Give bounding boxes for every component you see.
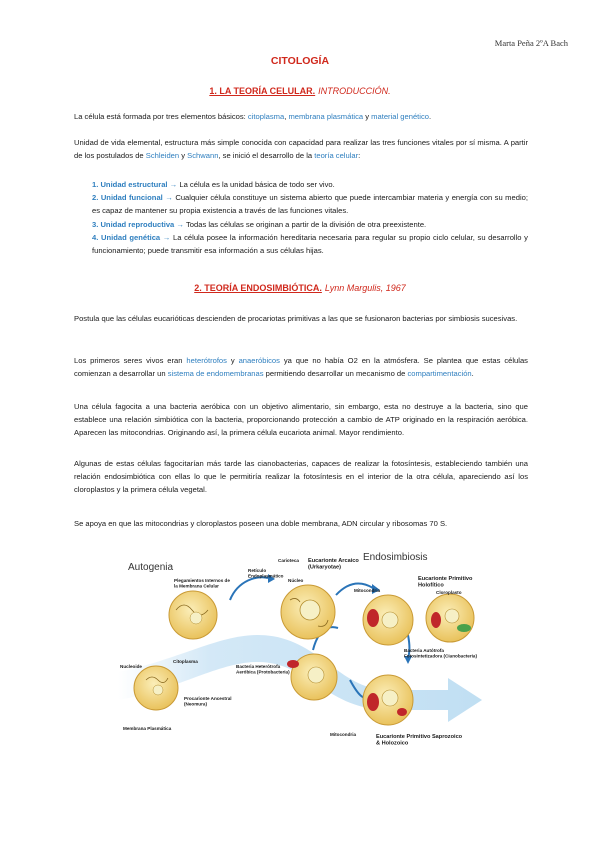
label-carioteca: Carioteca <box>278 558 299 563</box>
holofitico-cell <box>426 594 474 642</box>
label-nucleoide: Nucleoide <box>120 664 142 669</box>
term-teoria-celular: teoría celular <box>314 151 359 161</box>
text-run: ya que no había O2 en la atmósfera. Se plantea que estas células comienzan a desarrollar un <box>74 356 528 379</box>
label-eucarionte-arcaico: Eucarionte Arcaico (Urkaryotae) <box>308 558 359 571</box>
section2-paragraph4: Algunas de estas células fagocitarían más tarde las cianobacterias, capaces de realizar la fotosíntesis, estableciendo también una relación endosimbiótica con ellas lo que le permitiría realizar la fotosíntesis en el interior de la otra célula, apareciendo así los cloroplastos y la primera célula vegetal. <box>74 459 528 495</box>
postulates-list <box>92 178 528 257</box>
item-text: Todas las células se originan a partir de la división de otra preexistente. <box>185 219 427 229</box>
list-item <box>92 178 528 191</box>
label-eucarionte-sapro: Eucarionte Primitivo Saprozoico & Holozoico <box>376 734 463 747</box>
item-label: 1. Unidad estructural <box>92 180 168 189</box>
section2-author: Lynn Margulis, 1967 <box>324 283 406 293</box>
mito-cell-top <box>363 595 413 645</box>
text-run: , <box>284 112 289 121</box>
term-membrana: membrana plasmática <box>288 112 364 121</box>
label-procarionte: Procarionte Ancestral (Neomura) <box>184 696 232 707</box>
text-run: Unidad de vida elemental, estructura más simple conocida con capacidad para realizar las tres funciones vitales por sí misma. A partir de los postulados de <box>74 138 528 161</box>
procarionte-cell <box>134 666 178 710</box>
text-run: y <box>363 112 372 121</box>
figure-svg <box>118 540 482 760</box>
item-label: 4. Unidad genética <box>92 232 161 242</box>
term-endomembranas: sistema de endomembranas <box>167 369 264 379</box>
list-item <box>92 231 528 257</box>
text-run: permitiendo desarrollar un mecanismo de <box>263 369 408 379</box>
section1-paragraph2 <box>74 136 528 162</box>
term-schwann: Schwann <box>187 151 219 161</box>
label-plegamientos: Plegamientos Internos de la Membrana Celular <box>174 578 230 589</box>
page-title: CITOLOGÍA <box>270 55 330 67</box>
section2-paragraph3: Una célula fagocita a una bacteria aeróbica con un objetivo alimentario, sin embargo, esta no destruye a la bacteria, sino que establece una relación simbiótica con la bacteria, proporcionando protección a cambio de ATP originado en la respiración aeróbica. Aparecen las mitocondrias. Originando así, la primera célula eucariota animal. Mayor rendimiento. <box>74 402 528 438</box>
list-item <box>92 218 528 231</box>
label-nucleo: Núcleo <box>288 578 304 583</box>
arrow-icon: → <box>160 232 174 242</box>
label-mitocondria-bottom: Mitocondria <box>330 732 357 737</box>
author-header: Marta Peña 2ºA Bach <box>494 38 568 48</box>
term-heterotrofos: heterótrofos <box>186 356 227 365</box>
saprozoico-cell <box>363 675 413 725</box>
figure-title-right: Endosimbiosis <box>363 552 428 563</box>
arrow-1 <box>230 577 268 600</box>
term-compartimentacion: compartimentación <box>407 369 472 379</box>
label-bacteria-het: Bacteria Heterótrofa Aeróbica (Protobacteria) <box>236 664 290 675</box>
text-run: , se inició el desarrollo de la <box>218 151 315 161</box>
text-run: . <box>471 369 474 379</box>
label-membrana: Membrana Plasmática <box>123 726 172 731</box>
item-text: Cualquier célula constituye un sistema abierto que puede intercambiar materia y energía con su medio; es capaz de mantener su propia existencia a través de las funciones vitales. <box>92 193 528 216</box>
term-schleiden: Schleiden <box>145 151 180 161</box>
section2-paragraph1: Postula que las células eucarióticas descienden de procariotas primitivas a las que se fusionaron bacterias por simbiosis sucesivas. <box>74 314 518 323</box>
term-material-genetico: material genético <box>371 112 430 121</box>
label-cloroplasto: Cloroplasto <box>436 590 462 595</box>
text-run: y <box>226 356 239 365</box>
section1-paragraph1 <box>74 110 528 123</box>
text-run: La célula está formada por tres elementos básicos: <box>74 112 248 121</box>
section2-heading-text: 2. TEORÍA ENDOSIMBIÓTICA. <box>194 283 322 293</box>
label-citoplasma: Citoplasma <box>173 659 198 664</box>
term-citoplasma: citoplasma <box>247 112 285 121</box>
figure-title-left: Autogenia <box>128 562 174 573</box>
text-run: . <box>429 112 432 121</box>
arrow-icon: → <box>174 219 186 229</box>
section2-heading <box>0 283 600 293</box>
item-text: La célula es la unidad básica de todo ser vivo. <box>179 180 335 189</box>
arrow-icon: → <box>167 180 180 189</box>
phagocytosis-cell <box>287 654 337 700</box>
item-label: 3. Unidad reproductiva <box>92 219 175 229</box>
text-run: : <box>358 151 361 161</box>
endosymbiosis-figure <box>118 540 482 760</box>
text-run: Los primeros seres vivos eran <box>74 356 187 365</box>
label-mitocondria-top: Mitocondria <box>354 588 381 593</box>
item-label: 2. Unidad funcional <box>92 193 163 203</box>
eucarionte-arcaico-cell <box>281 585 335 639</box>
plegamientos-cell <box>169 591 217 639</box>
label-reticulo: Retículo Endoplasmático <box>248 568 284 579</box>
section1-heading <box>0 86 600 96</box>
section1-heading-text: 1. LA TEORÍA CELULAR. <box>209 86 316 96</box>
section1-subheading: INTRODUCCIÓN. <box>318 86 391 96</box>
arrow-icon: → <box>162 193 176 203</box>
text-run: y <box>179 151 188 161</box>
section2-paragraph5: Se apoya en que las mitocondrias y cloroplastos poseen una doble membrana, ADN circular y ribosomas 70 S. <box>74 519 448 528</box>
section2-paragraph2 <box>74 354 528 380</box>
term-anaerobicos: anaeróbicos <box>238 356 280 365</box>
label-eucarionte-holo: Eucarionte Primitivo Holofítico <box>418 576 473 589</box>
label-bacteria-auto: Bacteria Autótrofa Fotosintetizadora (Cianobacteria) <box>404 648 477 659</box>
item-text: La célula posee la información hereditaria necesaria para regular su propio ciclo celular, su desarrollo y funcionamiento; puede transmitir esa información a sus células hijas. <box>92 232 528 256</box>
list-item <box>92 191 528 217</box>
